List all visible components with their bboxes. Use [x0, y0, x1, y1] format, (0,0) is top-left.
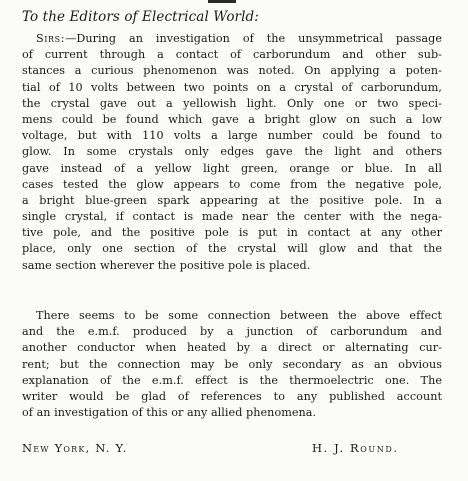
- paragraph-2: [22, 308, 442, 421]
- paragraph-2-line: writer would be glad of references to any published account: [22, 389, 442, 403]
- paragraph-1-line: of current through a contact of carborundum and other sub-: [22, 48, 442, 62]
- opening-word: Sirs:: [36, 32, 66, 45]
- paragraph-1-line: single crystal, if contact is made near the center with the nega-: [22, 210, 442, 224]
- author-signature: H. J. Round.: [312, 441, 399, 455]
- paragraph-1-line: stances a curious phenomenon was noted. On applying a poten-: [22, 64, 442, 78]
- paragraph-1-line: gave instead of a yellow light green, orange or blue. In all: [22, 161, 442, 175]
- paragraph-1-line: mens could be found which gave a bright glow on such a low: [22, 112, 442, 126]
- paragraph-2-line: There seems to be some connection between the above effect: [36, 309, 442, 322]
- paragraph-1-line: Sirs:—During an investigation of the unsymmetrical passage: [36, 32, 442, 45]
- paragraph-2-line: explanation of the e.m.f. effect is the thermoelectric one. The: [22, 373, 442, 387]
- paragraph-2-line: another conductor when heated by a direct or alternating cur-: [22, 341, 442, 355]
- paragraph-2-line: and the e.m.f. produced by a junction of carborundum and: [22, 325, 442, 339]
- place-line: New York, N. Y.: [22, 441, 128, 455]
- paragraph-1-line: voltage, but with 110 volts a large number could be found to: [22, 129, 442, 143]
- paragraph-1-line: the crystal gave out a yellowish light. Only one or two speci-: [22, 96, 442, 110]
- paragraph-1-line: glow. In some crystals only edges gave the light and others: [22, 145, 442, 159]
- paragraph-1-line: place, only one section of the crystal will glow and that the: [22, 242, 442, 256]
- paragraph-1-line: tive pole, and the positive pole is put in contact at any other: [22, 226, 442, 240]
- paragraph-1: [22, 31, 442, 274]
- paragraph-1-line: same section wherever the positive pole is placed.: [22, 258, 311, 272]
- salutation: To the Editors of Electrical World:: [22, 9, 259, 25]
- paragraph-1-line: cases tested the glow appears to come from the negative pole,: [22, 177, 442, 191]
- paragraph-2-line: of an investigation of this or any allied phenomena.: [22, 406, 317, 420]
- top-rule: [208, 0, 236, 3]
- paragraph-2-line: rent; but the connection may be only secondary as an obvious: [22, 357, 442, 371]
- paragraph-1-line: tial of 10 volts between two points on a crystal of carborundum,: [22, 80, 442, 94]
- paragraph-1-line: a bright blue-green spark appearing at the positive pole. In a: [22, 193, 442, 207]
